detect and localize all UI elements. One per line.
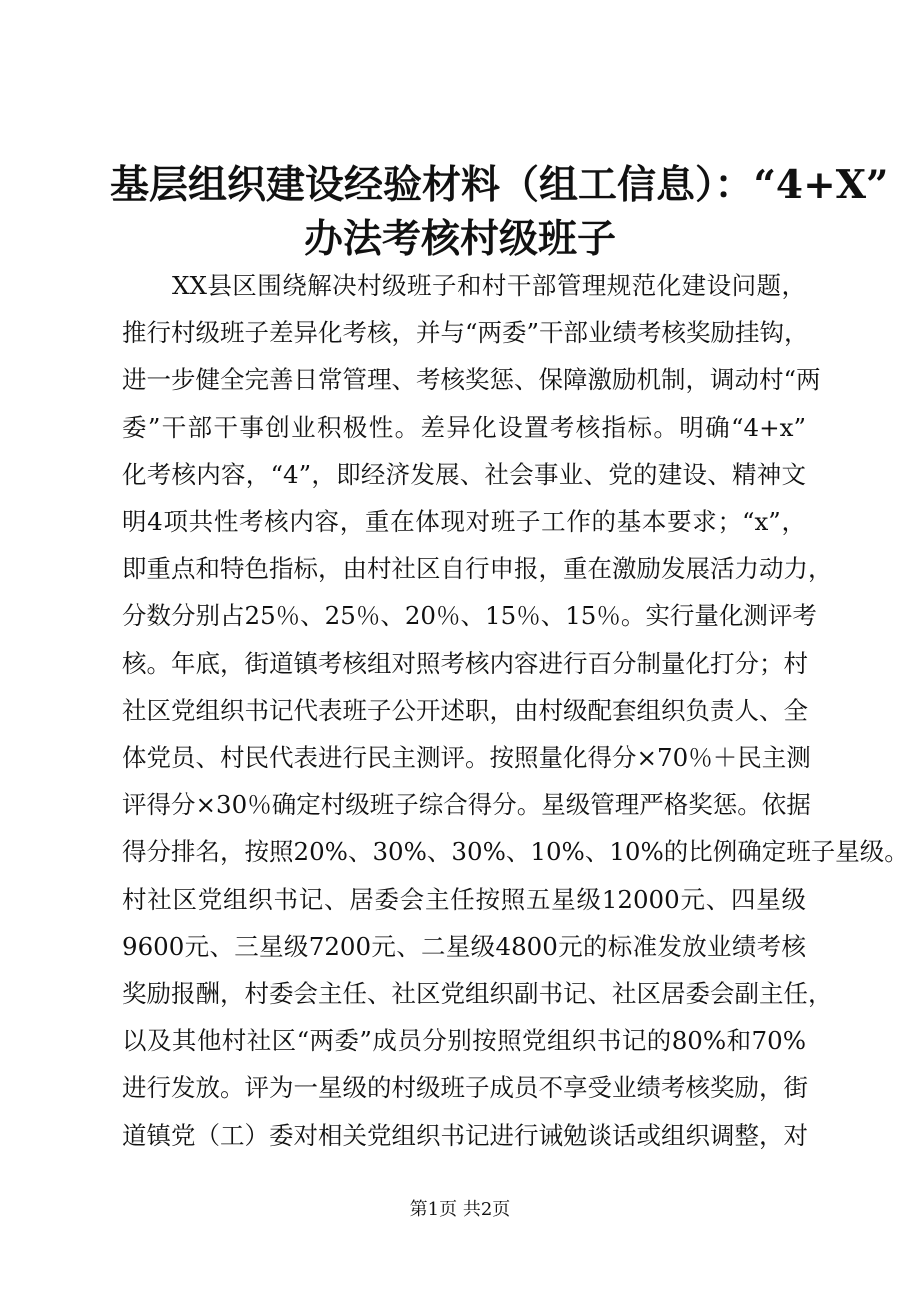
page-number-footer: 第1页 共2页 bbox=[409, 1199, 511, 1220]
body-paragraph bbox=[122, 262, 909, 1159]
body-line: 核。年底，街道镇考核组对照考核内容进行百分制量化打分；村 bbox=[122, 648, 808, 678]
body-line: 评得分×30％确定村级班子综合得分。星级管理严格奖惩。依据 bbox=[122, 790, 811, 820]
body-line: 村社区党组织书记、居委会主任按照五星级12000元、四星级 bbox=[122, 884, 806, 914]
body-line: 以及其他村社区“两委”成员分别按照党组织书记的80%和70% bbox=[122, 1026, 806, 1056]
body-line: 明4项共性考核内容，重在体现对班子工作的基本要求；“x”， bbox=[122, 507, 806, 537]
body-line: 得分排名，按照20%、30%、30%、10%、10%的比例确定班子星级。 bbox=[122, 837, 909, 867]
body-line: 进行发放。评为一星级的村级班子成员不享受业绩考核奖励，街 bbox=[122, 1073, 808, 1103]
body-line: 推行村级班子差异化考核，并与“两委”干部业绩考核奖励挂钩， bbox=[122, 318, 809, 348]
document-title-line-2: 办法考核村级班子 bbox=[303, 216, 616, 262]
body-line: 即重点和特色指标，由村社区自行申报，重在激励发展活力动力， bbox=[122, 554, 833, 584]
body-line: 化考核内容，“4”，即经济发展、社会事业、党的建设、精神文 bbox=[122, 459, 806, 489]
document-title-line-1: 基层组织建设经验材料（组工信息）：“4+X” bbox=[110, 162, 889, 208]
body-line: 9600元、三星级7200元、二星级4800元的标准发放业绩考核 bbox=[122, 931, 806, 961]
body-line: XX县区围绕解决村级班子和村干部管理规范化建设问题， bbox=[172, 271, 806, 300]
body-line: 分数分别占25％、25％、20％、15％、15％。实行量化测评考 bbox=[122, 601, 817, 631]
body-line: 奖励报酬，村委会主任、社区党组织副书记、社区居委会副主任， bbox=[122, 979, 833, 1009]
body-line: 社区党组织书记代表班子公开述职，由村级配套组织负责人、全 bbox=[122, 695, 808, 725]
body-line: 委”干部干事创业积极性。差异化设置考核指标。明确“4+x” bbox=[122, 412, 806, 442]
body-line: 体党员、村民代表进行民主测评。按照量化得分×70％＋民主测 bbox=[122, 743, 811, 773]
body-line: 进一步健全完善日常管理、考核奖惩、保障激励机制，调动村“两 bbox=[122, 365, 821, 395]
body-line: 道镇党（工）委对相关党组织书记进行诫勉谈话或组织调整，对 bbox=[122, 1120, 808, 1150]
